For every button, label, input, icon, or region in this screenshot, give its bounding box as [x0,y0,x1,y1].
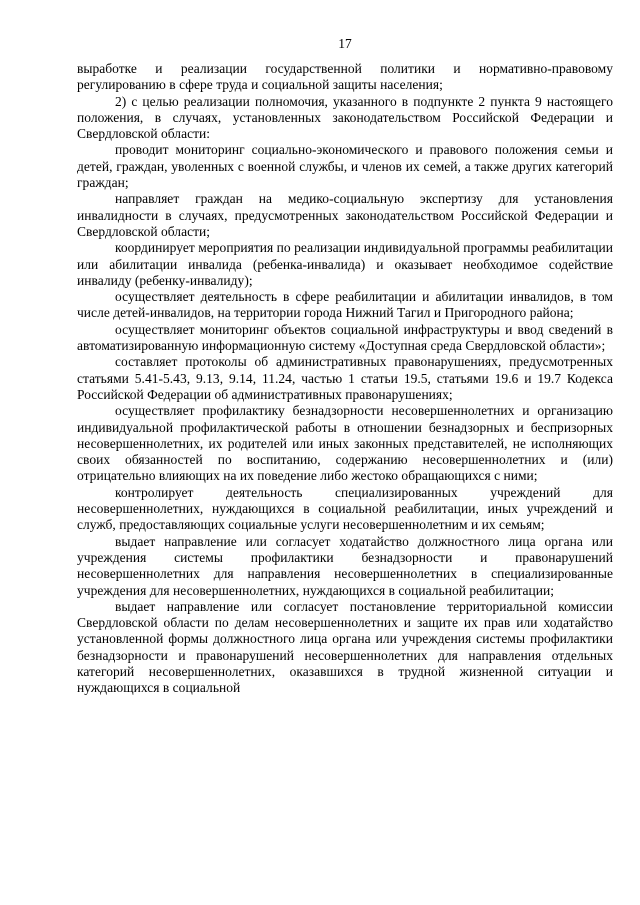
paragraph-prevention: осуществляет профилактику безнадзорности несовершеннолетних и организацию индивидуальной профилактической работы в отношении безнадзорных и беспризорных несовершеннолетних, их родителей или иных законных представителей, не исполняющих своих обязанностей по воспитанию, содержанию несовершеннолетних и (или) отрицательно влияющих на их поведение либо жестоко обращающихся с ними; [77,403,613,484]
document-body [77,61,613,697]
page-number: 17 [338,36,352,51]
paragraph-referral: выдает направление или согласует ходатайство должностного лица органа или учреждения системы профилактики безнадзорности и правонарушений несовершеннолетних для направления несовершеннолетних в специализированные учреждения для несовершеннолетних, нуждающихся в социальной реабилитации; [77,533,613,598]
paragraph-control: контролирует деятельность специализированных учреждений для несовершеннолетних, нуждающихся в социальной реабилитации, иных учреждений и служб, предоставляющих социальные услуги несовершеннолетним и их семьям; [77,484,613,533]
paragraph-rehabilitation-activity: осуществляет деятельность в сфере реабилитации и абилитации инвалидов, в том числе детей-инвалидов, на территории города Нижний Тагил и Пригородного района; [77,289,613,321]
paragraph-infrastructure-monitoring: осуществляет мониторинг объектов социальной инфраструктуры и ввод сведений в автоматизированную информационную систему «Доступная среда Свердловской области»; [77,321,613,354]
paragraph-item-2: 2) с целью реализации полномочия, указанного в подпункте 2 пункта 9 настоящего положения, в случаях, установленных законодательством Российской Федерации и Свердловской области: [77,93,613,142]
paragraph-medical-expertise: направляет граждан на медико-социальную экспертизу для установления инвалидности в случаях, предусмотренных законодательством Российской Федерации и Свердловской области; [77,191,613,239]
paragraph-monitoring-families: проводит мониторинг социально-экономического и правового положения семьи и детей, граждан, уволенных с военной службы, и членов их семей, а также других категорий граждан; [77,142,613,191]
paragraph-referral-commission: выдает направление или согласует постановление территориальной комиссии Свердловской области по делам несовершеннолетних и защите их прав или ходатайство установленной формы должностного лица органа или учреждения системы профилактики безнадзорности и правонарушений несовершеннолетних для направления отдельных категорий несовершеннолетних, оказавшихся в трудной жизненной ситуации и нуждающихся в социальной [77,598,613,696]
paragraph-continuation: выработке и реализации государственной политики и нормативно-правовому регулированию в сфере труда и социальной защиты населения; [77,61,613,93]
paragraph-rehabilitation-program: координирует мероприятия по реализации индивидуальной программы реабилитации или абилитации инвалида (ребенка-инвалида) и оказывает необходимое содействие инвалиду (ребенку-инвалиду); [77,240,613,288]
paragraph-protocols: составляет протоколы об административных правонарушениях, предусмотренных статьями 5.41-5.43, 9.13, 9.14, 11.24, частью 1 статьи 19.5, статьями 19.6 и 19.7 Кодекса Российской Федерации об административных правонарушениях; [77,354,613,402]
